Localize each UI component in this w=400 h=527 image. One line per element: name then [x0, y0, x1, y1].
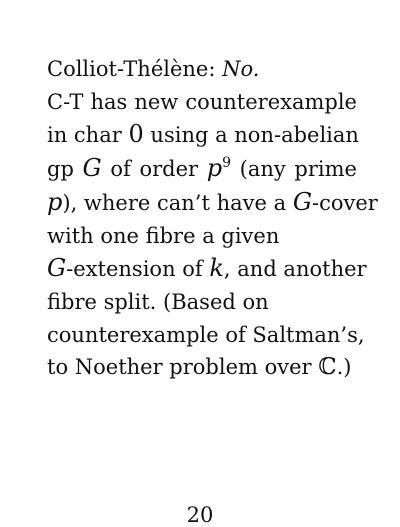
body-line-1: [47, 86, 357, 119]
body-text: , and another: [223, 257, 367, 282]
body-line-4: [47, 186, 378, 220]
slide-text: [47, 53, 378, 384]
body-text: fibre split. (Based on: [47, 289, 269, 314]
body-text: to Noether problem over: [47, 355, 312, 380]
body-line-8: [47, 319, 365, 352]
body-text: -cover: [311, 190, 378, 215]
page-number: 20: [186, 503, 214, 527]
body-line-9: [47, 351, 357, 384]
speaker-line: [47, 53, 357, 86]
speaker-answer: No.: [222, 57, 260, 81]
body-text: .): [336, 355, 352, 380]
body-text: C-T has new counterexample: [47, 89, 357, 114]
math-group-G: G: [47, 254, 67, 283]
math-exponent: 9: [222, 155, 231, 172]
body-text: (any prime: [239, 157, 357, 182]
body-line-7: [47, 286, 357, 319]
body-text: gp: [47, 157, 74, 182]
body-text: with one fibre a given: [47, 223, 280, 248]
math-prime-p: p: [206, 154, 223, 183]
body-text: -extension of: [66, 257, 203, 282]
body-text: ), where can’t have a: [62, 190, 287, 215]
body-text: in char: [47, 123, 122, 148]
math-zero: 0: [128, 120, 144, 149]
speaker-name: Colliot-Thélène:: [47, 57, 216, 81]
body-line-6: [47, 252, 367, 286]
body-line-2: [47, 118, 357, 152]
math-prime-p: p: [47, 187, 63, 216]
body-line-3: [47, 152, 357, 186]
math-group-G: G: [82, 154, 102, 183]
body-text: counterexample of Saltman’s,: [47, 322, 365, 347]
math-field-k: k: [209, 254, 224, 283]
math-complex-C: ℂ: [318, 354, 337, 381]
body-line-5: [47, 220, 357, 253]
math-group-G: G: [292, 187, 312, 216]
body-text: using a non-abelian: [150, 123, 359, 148]
body-text: of order: [110, 157, 199, 182]
